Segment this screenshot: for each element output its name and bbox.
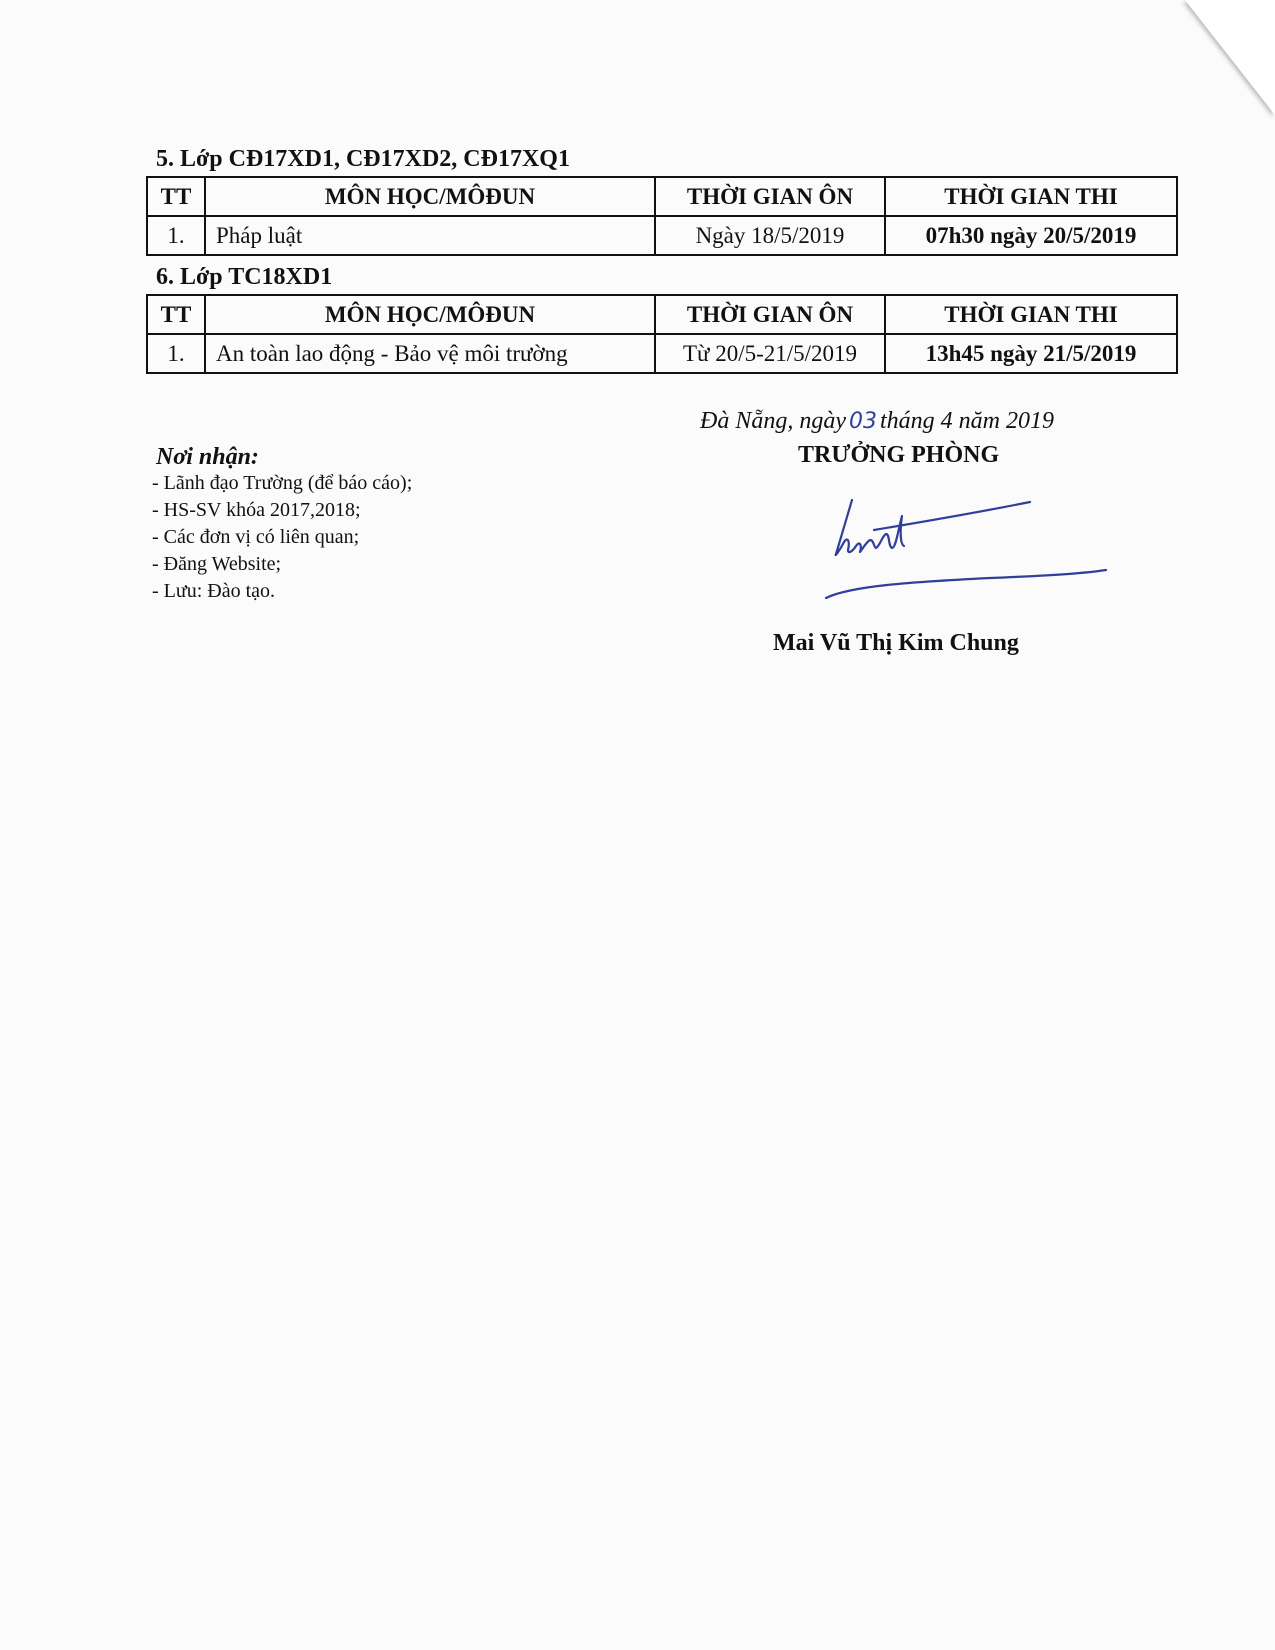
- row-exam-time: 07h30 ngày 20/5/2019: [885, 216, 1177, 255]
- row-review-time: Từ 20/5-21/5/2019: [655, 334, 885, 373]
- header-review-time: THỜI GIAN ÔN: [655, 295, 885, 334]
- row-subject: Pháp luật: [205, 216, 655, 255]
- table-header-row: [147, 177, 1177, 216]
- schedule-table-section-6: [146, 294, 1178, 374]
- date-suffix: tháng 4 năm 2019: [880, 408, 1054, 434]
- list-item: - HS-SV khóa 2017,2018;: [152, 499, 361, 521]
- header-exam-time: THỜI GIAN THI: [885, 177, 1177, 216]
- header-tt: TT: [147, 295, 205, 334]
- schedule-table-section-5: [146, 176, 1178, 256]
- table-header-row: [147, 295, 1177, 334]
- place-date-line: [700, 408, 1054, 435]
- handwritten-day: 03: [849, 409, 877, 434]
- header-subject: MÔN HỌC/MÔĐUN: [205, 295, 655, 334]
- header-tt: TT: [147, 177, 205, 216]
- signatory-title: TRƯỞNG PHÒNG: [798, 442, 1000, 468]
- table-row: [147, 216, 1177, 255]
- handwritten-signature: [790, 490, 1110, 615]
- date-prefix: Đà Nẵng, ngày: [700, 408, 846, 434]
- section-5-heading: 5. Lớp CĐ17XD1, CĐ17XD2, CĐ17XQ1: [156, 146, 570, 172]
- row-subject: An toàn lao động - Bảo vệ môi trường: [205, 334, 655, 373]
- list-item: - Các đơn vị có liên quan;: [152, 526, 360, 548]
- header-subject: MÔN HỌC/MÔĐUN: [205, 177, 655, 216]
- section-6-heading: 6. Lớp TC18XD1: [156, 264, 333, 290]
- header-review-time: THỜI GIAN ÔN: [655, 177, 885, 216]
- folded-page-corner: [1185, 0, 1275, 115]
- header-exam-time: THỜI GIAN THI: [885, 295, 1177, 334]
- list-item: - Lưu: Đào tạo.: [152, 580, 276, 602]
- signatory-name: Mai Vũ Thị Kim Chung: [773, 630, 1019, 656]
- row-number: 1.: [147, 334, 205, 373]
- recipients-list: [152, 470, 412, 605]
- row-number: 1.: [147, 216, 205, 255]
- list-item: - Đăng Website;: [152, 553, 282, 575]
- table-row: [147, 334, 1177, 373]
- row-review-time: Ngày 18/5/2019: [655, 216, 885, 255]
- list-item: - Lãnh đạo Trường (để báo cáo);: [152, 472, 413, 494]
- row-exam-time: 13h45 ngày 21/5/2019: [885, 334, 1177, 373]
- recipients-heading: Nơi nhận:: [156, 444, 259, 470]
